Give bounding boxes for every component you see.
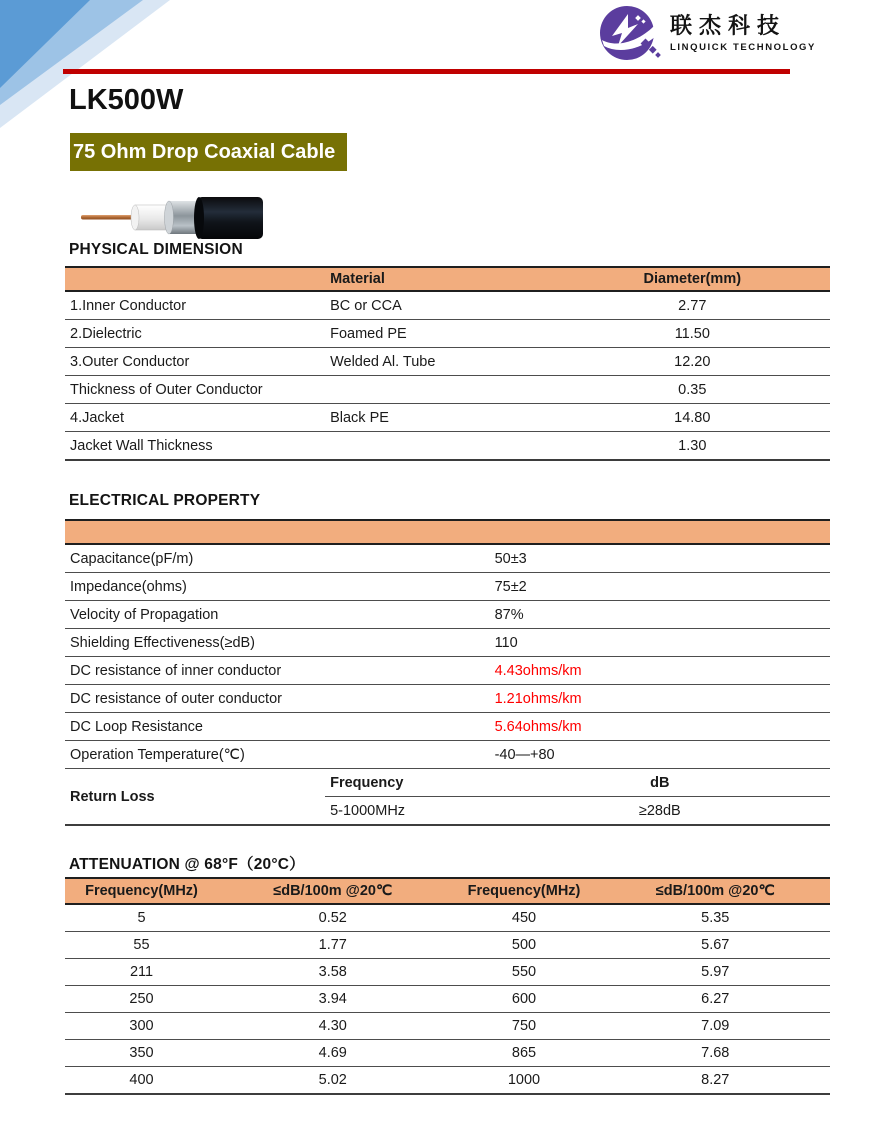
property-cell: Capacitance(pF/m): [65, 544, 490, 573]
diameter-cell: 12.20: [555, 348, 830, 376]
header-cell: ≤dB/100m @20℃: [218, 878, 448, 904]
attenuation-cell: 3.94: [218, 986, 448, 1013]
value-cell: 75±2: [490, 573, 830, 601]
table-header-row: [65, 267, 830, 291]
material-cell: Welded Al. Tube: [325, 348, 555, 376]
table-row: [65, 657, 830, 685]
cable-image: [75, 196, 265, 240]
property-cell: Thickness of Outer Conductor: [65, 376, 325, 404]
frequency-cell: 211: [65, 959, 218, 986]
diameter-cell: 14.80: [555, 404, 830, 432]
physical-dimension-table: [65, 266, 830, 461]
property-cell: Shielding Effectiveness(≥dB): [65, 629, 490, 657]
attenuation-cell: 1.77: [218, 932, 448, 959]
diameter-cell: 1.30: [555, 432, 830, 461]
frequency-cell: 400: [65, 1067, 218, 1095]
property-cell: DC resistance of inner conductor: [65, 657, 490, 685]
attenuation-cell: 6.27: [601, 986, 831, 1013]
diameter-cell: 2.77: [555, 291, 830, 320]
attenuation-cell: 5.67: [601, 932, 831, 959]
material-cell: [325, 432, 555, 461]
property-cell: Impedance(ohms): [65, 573, 490, 601]
company-name-en: LINQUICK TECHNOLOGY: [670, 42, 816, 54]
electrical-section-title: ELECTRICAL PROPERTY: [69, 492, 261, 509]
frequency-cell: 5: [65, 904, 218, 932]
company-logo-icon: [598, 4, 662, 62]
property-cell: Operation Temperature(℃): [65, 741, 490, 769]
table-header-row: [65, 878, 830, 904]
frequency-cell: 600: [448, 986, 601, 1013]
table-row: [65, 376, 830, 404]
frequency-cell: 250: [65, 986, 218, 1013]
attenuation-cell: 0.52: [218, 904, 448, 932]
property-cell: 2.Dielectric: [65, 320, 325, 348]
attenuation-cell: 7.09: [601, 1013, 831, 1040]
header-band-cell: [65, 520, 830, 544]
property-cell: Jacket Wall Thickness: [65, 432, 325, 461]
physical-section-title: PHYSICAL DIMENSION: [69, 241, 243, 258]
header-cell-diameter: Diameter(mm): [555, 267, 830, 291]
return-loss-frequency-header: Frequency: [325, 769, 489, 797]
value-cell: 50±3: [490, 544, 830, 573]
table-row: [65, 573, 830, 601]
attenuation-cell: 4.30: [218, 1013, 448, 1040]
attenuation-cell: 5.97: [601, 959, 831, 986]
property-cell: DC resistance of outer conductor: [65, 685, 490, 713]
material-cell: Foamed PE: [325, 320, 555, 348]
table-row: [65, 348, 830, 376]
table-row: [65, 1013, 830, 1040]
header-rule: [63, 69, 790, 74]
frequency-cell: 550: [448, 959, 601, 986]
value-cell: 1.21ohms/km: [490, 685, 830, 713]
company-logo: [598, 4, 816, 62]
table-row: [65, 601, 830, 629]
table-row: [65, 291, 830, 320]
return-loss-db-header: dB: [490, 769, 830, 797]
property-cell: 1.Inner Conductor: [65, 291, 325, 320]
product-subtitle: 75 Ohm Drop Coaxial Cable: [70, 133, 347, 171]
table-row: [65, 544, 830, 573]
material-cell: BC or CCA: [325, 291, 555, 320]
company-name-cn: 联杰科技: [670, 12, 787, 38]
table-row: [65, 432, 830, 461]
attenuation-cell: 8.27: [601, 1067, 831, 1095]
property-cell: Velocity of Propagation: [65, 601, 490, 629]
attenuation-section-title: ATTENUATION @ 68°F（20°C）: [69, 856, 305, 873]
attenuation-cell: 4.69: [218, 1040, 448, 1067]
table-row: [65, 685, 830, 713]
attenuation-cell: 7.68: [601, 1040, 831, 1067]
material-cell: [325, 376, 555, 404]
table-row: [65, 1040, 830, 1067]
frequency-cell: 865: [448, 1040, 601, 1067]
property-cell: DC Loop Resistance: [65, 713, 490, 741]
header-cell: Frequency(MHz): [65, 878, 218, 904]
value-cell: 110: [490, 629, 830, 657]
header-cell-empty: [65, 267, 325, 291]
table-row: [65, 932, 830, 959]
frequency-cell: 750: [448, 1013, 601, 1040]
value-cell: 87%: [490, 601, 830, 629]
frequency-cell: 350: [65, 1040, 218, 1067]
frequency-cell: 300: [65, 1013, 218, 1040]
table-row: [65, 986, 830, 1013]
diameter-cell: 0.35: [555, 376, 830, 404]
return-loss-label: Return Loss: [65, 769, 325, 826]
company-logo-text: [670, 13, 816, 53]
table-row: [65, 404, 830, 432]
diameter-cell: 11.50: [555, 320, 830, 348]
frequency-cell: 500: [448, 932, 601, 959]
header-cell: ≤dB/100m @20℃: [601, 878, 831, 904]
value-cell: -40—+80: [490, 741, 830, 769]
return-loss-header-row: [65, 769, 830, 797]
table-row: [65, 741, 830, 769]
table-header-band: [65, 520, 830, 544]
header-cell-material: Material: [325, 267, 555, 291]
attenuation-cell: 5.02: [218, 1067, 448, 1095]
attenuation-cell: 5.35: [601, 904, 831, 932]
table-row: [65, 629, 830, 657]
electrical-property-table: [65, 519, 830, 826]
frequency-cell: 55: [65, 932, 218, 959]
table-row: [65, 1067, 830, 1095]
table-row: [65, 713, 830, 741]
property-cell: 3.Outer Conductor: [65, 348, 325, 376]
header-cell: Frequency(MHz): [448, 878, 601, 904]
material-cell: Black PE: [325, 404, 555, 432]
value-cell: 4.43ohms/km: [490, 657, 830, 685]
value-cell: 5.64ohms/km: [490, 713, 830, 741]
table-row: [65, 959, 830, 986]
return-loss-frequency-value: 5-1000MHz: [325, 797, 489, 826]
attenuation-cell: 3.58: [218, 959, 448, 986]
frequency-cell: 1000: [448, 1067, 601, 1095]
product-title: LK500W: [69, 84, 184, 116]
table-row: [65, 904, 830, 932]
frequency-cell: 450: [448, 904, 601, 932]
table-row: [65, 320, 830, 348]
return-loss-db-value: ≥28dB: [490, 797, 830, 826]
property-cell: 4.Jacket: [65, 404, 325, 432]
attenuation-table: [65, 877, 830, 1095]
